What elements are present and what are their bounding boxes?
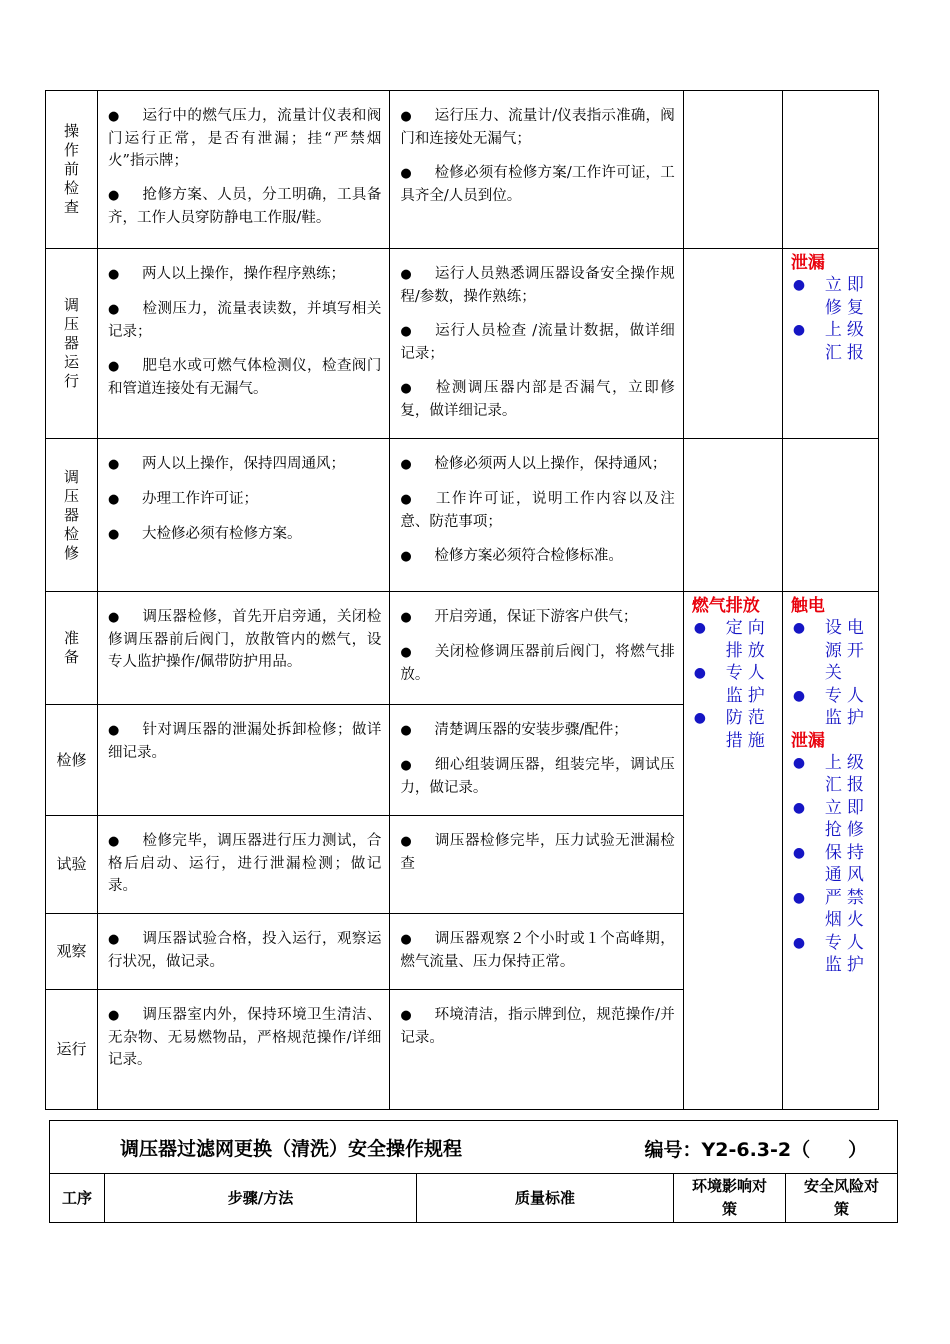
item-text: 肥皂水或可燃气体检测仪，检查阀门和管道连接处有无漏气。 xyxy=(108,358,382,397)
header-standard: 质量标准 xyxy=(417,1174,674,1223)
risk-title: 泄漏 xyxy=(790,253,825,273)
item-text: 针对调压器的泄漏处拆卸检修；做详细记录。 xyxy=(108,722,382,761)
standard-cell xyxy=(390,816,683,914)
bullet-icon: ● xyxy=(792,322,806,338)
risk-item xyxy=(692,707,778,752)
list-item xyxy=(400,830,674,875)
bullet-icon: ● xyxy=(108,302,120,317)
risk-text: 专人监护 xyxy=(824,932,869,975)
bullet-icon: ● xyxy=(108,188,120,203)
list-item xyxy=(108,263,381,286)
standard-cell xyxy=(390,439,683,592)
bullet-icon: ● xyxy=(792,934,806,951)
bullet-icon: ● xyxy=(108,932,120,947)
item-text: 开启旁通，保证下游客户供气； xyxy=(434,609,638,625)
bullet-icon: ● xyxy=(693,710,706,726)
steps-cell xyxy=(98,249,390,439)
list-item xyxy=(400,545,674,568)
risk-text: 上级汇报 xyxy=(824,320,869,363)
doc-title: 调压器过滤网更换（清洗）安全操作规程 xyxy=(120,1137,463,1160)
risk-text: 专人监护 xyxy=(824,685,869,728)
bullet-icon: ● xyxy=(400,758,412,773)
bullet-icon: ● xyxy=(400,723,412,738)
standard-cell xyxy=(390,990,683,1110)
risk-item xyxy=(791,319,874,364)
process-cell xyxy=(46,249,98,439)
env-cell xyxy=(683,249,782,439)
bullet-icon: ● xyxy=(108,610,120,625)
bullet-icon: ● xyxy=(792,687,806,704)
item-text: 调压器观察２个小时或１个高峰期，燃气流量、压力保持正常。 xyxy=(400,931,675,970)
env-cell xyxy=(683,592,782,1110)
item-text: 检修必须有检修方案/工作许可证，工具齐全/人员到位。 xyxy=(400,165,675,204)
bullet-icon: ● xyxy=(108,723,120,738)
process-cell xyxy=(46,914,98,990)
process-label: 调压器检修 xyxy=(64,467,80,562)
env-cell xyxy=(683,439,782,592)
bullet-icon: ● xyxy=(400,166,412,181)
list-item xyxy=(108,606,381,673)
bullet-icon: ● xyxy=(108,359,120,374)
risk-text: 严禁烟火 xyxy=(824,887,869,930)
bullet-icon: ● xyxy=(400,457,412,472)
item-text: 调压器试验合格，投入运行，观察运行状况，做记录。 xyxy=(108,931,382,970)
bullet-icon: ● xyxy=(400,932,412,947)
risk-item xyxy=(791,797,874,842)
steps-cell xyxy=(98,914,390,990)
process-cell xyxy=(46,592,98,705)
process-cell xyxy=(46,705,98,816)
item-text: 办理工作许可证； xyxy=(142,491,259,507)
process-cell xyxy=(46,990,98,1110)
process-label: 调压器运行 xyxy=(64,296,80,390)
bullet-icon: ● xyxy=(400,324,412,339)
list-item xyxy=(108,928,381,973)
list-item xyxy=(108,488,381,511)
bullet-icon: ● xyxy=(400,645,412,660)
bullet-icon: ● xyxy=(108,492,120,507)
item-text: 关闭检修调压器前后阀门，将燃气排放。 xyxy=(400,644,675,683)
list-item xyxy=(400,377,674,422)
process-label: 观察 xyxy=(56,942,87,960)
risk-cell xyxy=(782,439,878,592)
list-item xyxy=(108,719,381,764)
steps-cell xyxy=(98,816,390,914)
next-procedure-table xyxy=(49,1120,898,1223)
doc-title-row xyxy=(50,1121,898,1174)
header-risk: 安全风险对策 xyxy=(786,1174,898,1223)
process-label: 运行 xyxy=(56,1040,87,1058)
process-cell xyxy=(46,91,98,249)
list-item xyxy=(108,523,381,546)
bullet-icon: ● xyxy=(400,492,412,507)
item-text: 调压器检修，首先开启旁通，关闭检修调压器前后阀门，放散管内的燃气，设专人监护操作/佩带防护用品。 xyxy=(108,609,382,670)
list-item xyxy=(108,105,381,172)
list-item xyxy=(400,719,674,742)
process-label: 操作前检查 xyxy=(64,122,80,216)
risk-cell xyxy=(782,592,878,1110)
list-item xyxy=(400,263,674,308)
item-text: 调压器室内外，保持环境卫生清洁、无杂物、无易燃物品，严格规范操作/详细记录。 xyxy=(108,1007,382,1068)
risk-text: 立即修复 xyxy=(824,275,869,318)
list-item xyxy=(108,830,381,897)
item-text: 细心组装调压器，组装完毕，调试压力，做记录。 xyxy=(400,757,675,796)
list-item xyxy=(108,355,381,400)
risk-cell xyxy=(782,91,878,249)
risk-item xyxy=(791,887,874,932)
list-item xyxy=(400,162,674,207)
process-cell xyxy=(46,439,98,592)
item-text: 运行人员熟悉调压器设备安全操作规程/参数，操作熟练； xyxy=(400,266,675,305)
table-row xyxy=(46,592,879,705)
item-text: 检修方案必须符合检修标准。 xyxy=(434,548,623,564)
list-item xyxy=(400,641,674,686)
bullet-icon: ● xyxy=(792,889,806,906)
item-text: 抢修方案、人员，分工明确，工具备齐，工作人员穿防静电工作服/鞋。 xyxy=(108,187,382,226)
bullet-icon: ● xyxy=(108,457,120,472)
item-text: 环境清洁，指示牌到位，规范操作/并记录。 xyxy=(400,1007,675,1046)
risk-text: 专人监护 xyxy=(725,663,770,706)
process-label: 检修 xyxy=(56,750,87,769)
bullet-icon: ● xyxy=(108,109,120,124)
bullet-icon: ● xyxy=(693,665,706,681)
item-text: 运行压力、流量计/仪表指示准确，阀门和连接处无漏气； xyxy=(400,108,675,147)
header-row xyxy=(50,1174,898,1223)
bullet-icon: ● xyxy=(400,381,412,396)
risk-text: 防范措施 xyxy=(725,708,770,751)
env-cell xyxy=(683,91,782,249)
bullet-icon: ● xyxy=(400,834,412,849)
list-item xyxy=(400,1004,674,1049)
standard-cell xyxy=(390,249,683,439)
item-text: 两人以上操作，保持四周通风； xyxy=(142,456,346,472)
header-env: 环境影响对策 xyxy=(674,1174,786,1223)
table-row xyxy=(46,249,879,439)
bullet-icon: ● xyxy=(108,267,120,282)
table-row xyxy=(46,439,879,592)
item-text: 运行中的燃气压力，流量计仪表和阀门运行正常，是否有泄漏；挂“严禁烟火”指示牌； xyxy=(108,108,382,169)
risk-cell xyxy=(782,249,878,439)
risk-item xyxy=(692,662,778,707)
list-item xyxy=(400,488,674,533)
steps-cell xyxy=(98,439,390,592)
item-text: 大检修必须有检修方案。 xyxy=(142,526,302,542)
risk-title: 触电 xyxy=(790,596,825,616)
item-text: 工作许可证，说明工作内容以及注意、防范事项； xyxy=(400,491,675,530)
steps-cell xyxy=(98,990,390,1110)
bullet-icon: ● xyxy=(400,109,412,124)
bullet-icon: ● xyxy=(108,1008,120,1023)
process-cell xyxy=(46,816,98,914)
risk-item xyxy=(791,752,874,797)
bullet-icon: ● xyxy=(792,620,806,636)
risk-item xyxy=(791,617,874,685)
item-text: 清楚调压器的安装步骤/配件； xyxy=(434,722,628,738)
item-text: 检测调压器内部是否漏气，立即修复，做详细记录。 xyxy=(400,380,675,419)
bullet-icon: ● xyxy=(400,549,412,564)
risk-item xyxy=(791,274,874,319)
procedure-table xyxy=(45,90,879,1110)
bullet-icon: ● xyxy=(792,799,806,816)
steps-cell xyxy=(98,592,390,705)
list-item xyxy=(400,928,674,973)
standard-cell xyxy=(390,914,683,990)
list-item xyxy=(108,298,381,343)
list-item xyxy=(400,105,674,150)
item-text: 运行人员检查 /流量计数据，做详细记录； xyxy=(400,323,675,362)
bullet-icon: ● xyxy=(108,834,120,849)
item-text: 调压器检修完毕，压力试验无泄漏检查 xyxy=(400,833,675,872)
risk-title: 燃气排放 xyxy=(691,596,760,616)
risk-text: 定向排放 xyxy=(725,618,770,661)
list-item xyxy=(400,453,674,476)
standard-cell xyxy=(390,91,683,249)
item-text: 检测压力，流量表读数，并填写相关记录； xyxy=(108,301,382,340)
risk-item xyxy=(791,685,874,730)
risk-item xyxy=(791,932,874,977)
bullet-icon: ● xyxy=(792,277,806,293)
item-text: 两人以上操作，操作程序熟练； xyxy=(142,266,346,282)
risk-item xyxy=(791,842,874,887)
bullet-icon: ● xyxy=(400,610,412,625)
list-item xyxy=(108,184,381,229)
steps-cell xyxy=(98,91,390,249)
list-item xyxy=(108,1004,381,1071)
risk-item xyxy=(692,617,778,662)
header-steps: 步骤/方法 xyxy=(105,1174,417,1223)
doc-code: 编号：Y2-6.3-2（ ） xyxy=(644,1138,868,1161)
standard-cell xyxy=(390,705,683,816)
list-item xyxy=(400,606,674,629)
steps-cell xyxy=(98,705,390,816)
risk-text: 设电源开关 xyxy=(824,618,869,683)
risk-title: 泄漏 xyxy=(790,730,825,751)
standard-cell xyxy=(390,592,683,705)
table-row xyxy=(46,91,879,249)
process-label: 准备 xyxy=(64,629,80,666)
risk-text: 保持通风 xyxy=(824,842,869,885)
bullet-icon: ● xyxy=(693,620,706,636)
item-text: 检修完毕，调压器进行压力测试，合格后启动、运行，进行泄漏检测；做记录。 xyxy=(108,833,382,894)
list-item xyxy=(400,320,674,365)
bullet-icon: ● xyxy=(400,267,412,282)
header-process: 工序 xyxy=(50,1174,105,1223)
item-text: 检修必须两人以上操作，保持通风； xyxy=(434,456,667,472)
list-item xyxy=(108,453,381,476)
bullet-icon: ● xyxy=(792,754,806,771)
bullet-icon: ● xyxy=(108,527,120,542)
bullet-icon: ● xyxy=(400,1008,412,1023)
risk-text: 上级汇报 xyxy=(824,752,869,795)
process-label: 试验 xyxy=(56,855,87,873)
list-item xyxy=(400,754,674,799)
risk-text: 立即抢修 xyxy=(824,797,869,840)
bullet-icon: ● xyxy=(792,844,806,861)
